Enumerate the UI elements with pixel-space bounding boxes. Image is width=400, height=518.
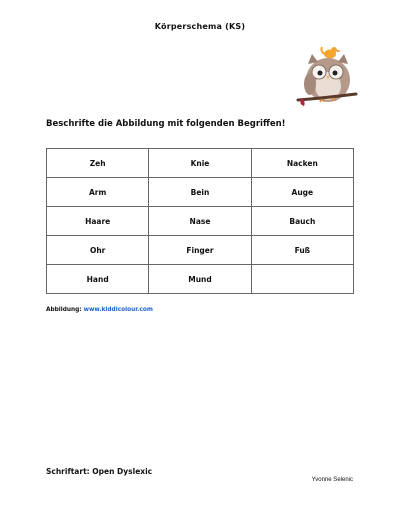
table-row — [47, 236, 354, 265]
table-cell: Mund — [149, 265, 251, 294]
table-cell: Fuß — [251, 236, 353, 265]
source-label: Abbildung: — [46, 307, 82, 313]
table-row — [47, 265, 354, 294]
table-cell: Zeh — [47, 149, 149, 178]
image-source — [46, 307, 153, 313]
table-cell: Haare — [47, 207, 149, 236]
table-cell: Bauch — [251, 207, 353, 236]
table-cell: Finger — [149, 236, 251, 265]
table-row — [47, 207, 354, 236]
table-cell: Hand — [47, 265, 149, 294]
table-cell: Bein — [149, 178, 251, 207]
terms-table — [46, 148, 354, 294]
table-cell — [251, 265, 353, 294]
table-row — [47, 149, 354, 178]
table-row — [47, 178, 354, 207]
author-name: Yvonne Selenic — [311, 477, 353, 483]
page-title: Körperschema (KS) — [154, 22, 246, 31]
table-cell: Knie — [149, 149, 251, 178]
table-cell: Ohr — [47, 236, 149, 265]
table-cell: Auge — [251, 178, 353, 207]
owl-illustration-icon — [294, 42, 360, 110]
instruction-text: Beschrifte die Abbildung mit folgenden Begriffen! — [46, 119, 286, 129]
font-note: Schriftart: Open Dyslexic — [46, 467, 153, 476]
table-cell: Nase — [149, 207, 251, 236]
table-cell: Nacken — [251, 149, 353, 178]
source-link[interactable]: www.kiddicolour.com — [83, 307, 153, 313]
table-cell: Arm — [47, 178, 149, 207]
